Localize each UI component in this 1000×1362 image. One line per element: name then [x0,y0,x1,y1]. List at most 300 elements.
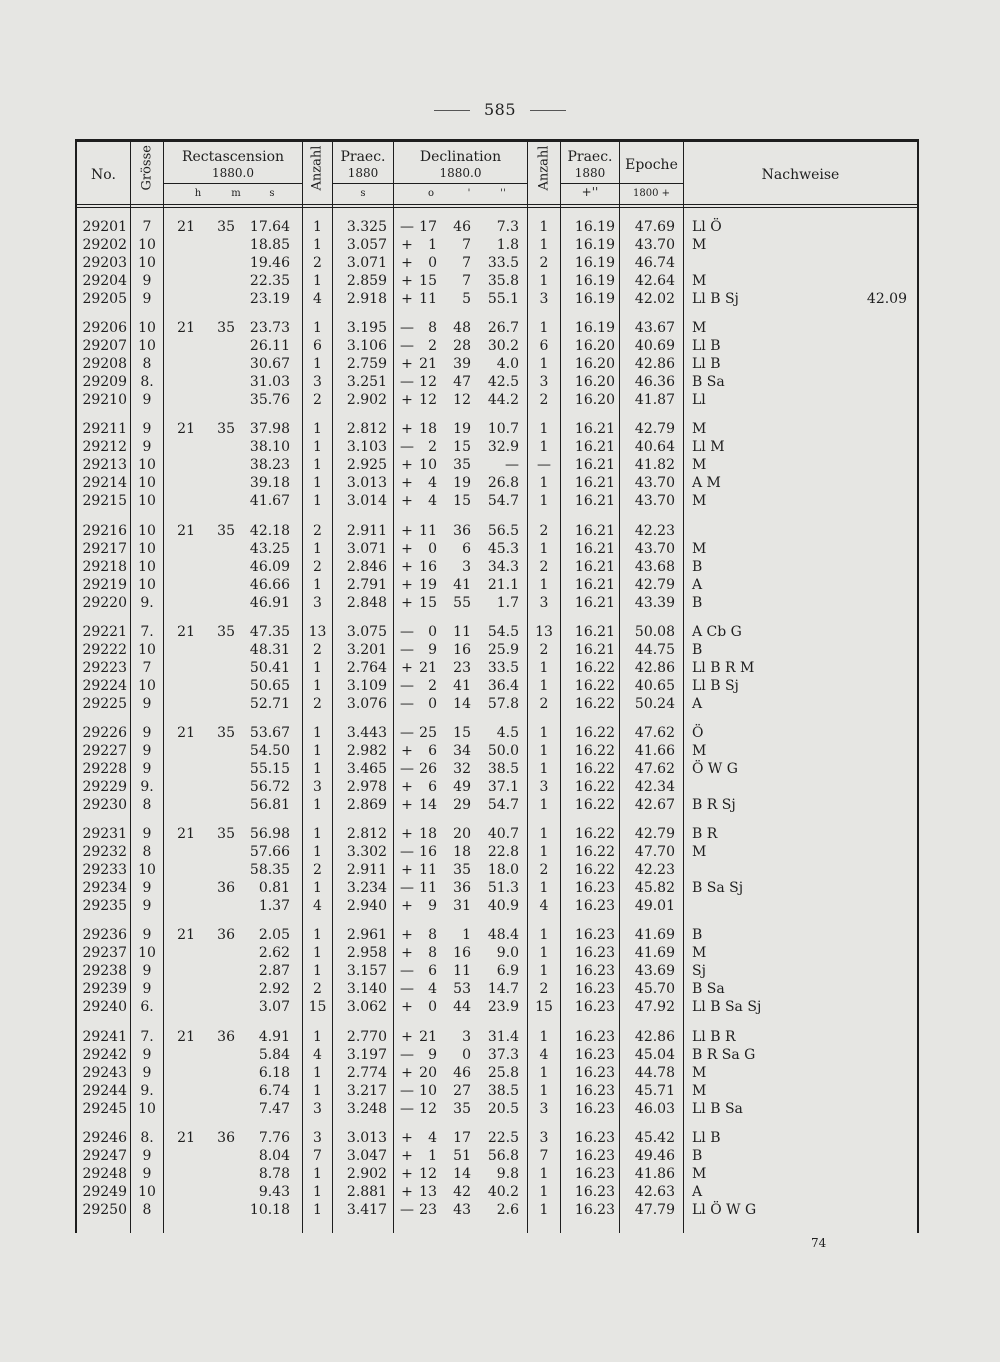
cell-ra-count: 1 [313,963,322,980]
cell-decl-minutes: 28 [453,338,471,355]
cell-decl-sign: + [401,779,413,795]
cell-decl-seconds: 2.6 [496,1201,519,1218]
cell-ra-count: 3 [313,779,322,795]
cell-epoch: 42.64 [634,273,675,289]
cell-ra-seconds: 6.74 [258,1082,290,1099]
cell-ra-seconds: 46.66 [249,576,290,593]
cell-ra-precession: 2.791 [346,576,387,593]
cell-ra-count: 4 [313,291,322,307]
cell-decl-minutes: 16 [453,945,471,962]
cell-epoch: 42.86 [634,356,675,373]
cell-decl-sign: + [401,945,413,962]
ra-subheader-rule [164,183,302,184]
cell-epoch: 42.23 [634,862,675,879]
cell-decl-minutes: 46 [453,219,471,235]
cell-star-number: 29216 [82,522,127,539]
cell-decl-count: 13 [535,623,553,640]
page-number-left-dash [434,110,470,111]
cell-ra-precession: 2.759 [346,356,387,373]
cell-star-number: 29219 [82,576,127,593]
header-groesse: Grösse [139,145,155,191]
cell-note: 42.09 [866,291,907,307]
cell-ra-seconds: 2.87 [258,963,290,980]
cell-decl-minutes: 12 [453,392,471,409]
cell-ra-precession: 2.978 [346,779,387,795]
cell-decl-count: 1 [539,797,549,813]
cell-ra-precession: 3.234 [346,880,387,897]
cell-ra-precession: 3.075 [346,623,387,640]
cell-magnitude: 9 [142,761,152,777]
cell-decl-degrees: 20 [419,1064,437,1081]
cell-star-number: 29205 [82,291,127,307]
cell-decl-precession: 16.21 [574,540,615,557]
cell-epoch: 47.92 [634,999,675,1016]
cell-ra-count: 4 [313,898,322,915]
cell-decl-degrees: 4 [428,1129,437,1146]
cell-ra-seconds: 35.76 [249,392,290,409]
cell-epoch: 41.69 [634,945,675,962]
cell-ra-count: 7 [313,1147,322,1164]
cell-decl-minutes: 34 [453,743,471,759]
cell-decl-seconds: 25.9 [487,641,519,658]
cell-references: M [692,844,707,861]
cell-epoch: 46.03 [634,1100,675,1117]
cell-decl-count: 1 [539,844,549,861]
cell-ra-count: 1 [313,1082,322,1099]
cell-ra-precession: 3.217 [346,1082,387,1099]
cell-decl-count: 4 [539,898,549,915]
cell-decl-minutes: 19 [453,421,471,438]
cell-decl-count: 1 [539,237,549,253]
cell-decl-sign: — [400,981,414,998]
header-praec-decl-title: Praec. [567,149,613,165]
cell-decl-count: 2 [539,641,549,658]
cell-decl-count: 1 [539,880,549,897]
cell-decl-precession: 16.22 [574,826,615,843]
cell-ra-count: 1 [313,219,322,235]
cell-epoch: 47.70 [634,844,675,861]
cell-decl-count: 1 [539,963,549,980]
cell-ra-count: 1 [313,927,322,944]
cell-epoch: 42.02 [634,291,675,307]
cell-decl-minutes: 7 [462,237,471,253]
cell-star-number: 29217 [82,540,127,557]
cell-ra-precession: 2.812 [346,421,387,438]
cell-ra-count: 1 [313,320,322,337]
cell-decl-sign: + [401,475,413,492]
cell-ra-count: 1 [313,1183,322,1200]
cell-star-number: 29203 [82,255,127,271]
cell-ra-count: 3 [313,1100,322,1117]
cell-decl-degrees: 6 [428,743,437,759]
cell-magnitude: 9. [140,1082,154,1099]
header-praec-ra-unit: s [360,188,366,199]
cell-decl-precession: 16.22 [574,862,615,879]
cell-star-number: 29214 [82,475,127,492]
pra-subheader-rule [333,183,393,184]
cell-decl-precession: 16.19 [574,237,615,253]
cell-decl-minutes: 43 [453,1201,471,1218]
cell-epoch: 41.69 [634,927,675,944]
cell-epoch: 47.79 [634,1201,675,1218]
cell-decl-degrees: 23 [419,1201,437,1218]
cell-ra-seconds: 8.04 [258,1147,290,1164]
cell-magnitude: 9 [142,695,152,712]
cell-ra-count: 1 [313,421,322,438]
header-decl-title: Declination [419,149,502,165]
cell-star-number: 29228 [82,761,127,777]
cell-references: Ll B Sa Sj [692,999,762,1016]
cell-decl-seconds: 54.5 [487,623,519,640]
cell-ra-count: 1 [313,1028,322,1045]
cell-decl-count: 1 [539,493,549,510]
cell-magnitude: 7. [140,1028,154,1045]
cell-ra-precession: 2.770 [346,1028,387,1045]
cell-magnitude: 8 [142,797,152,813]
cell-decl-sign: — [400,677,414,694]
cell-star-number: 29202 [82,237,127,253]
cell-decl-precession: 16.20 [574,356,615,373]
cell-decl-count: 3 [539,1100,549,1117]
cell-magnitude: 8. [140,374,154,391]
cell-star-number: 29246 [82,1129,127,1146]
cell-ra-count: 2 [313,695,322,712]
header-decl-deg: o [427,188,435,199]
cell-decl-count: 3 [539,374,549,391]
cell-references: M [692,237,707,253]
cell-decl-minutes: 11 [453,623,471,640]
cell-decl-minutes: 15 [453,493,471,510]
cell-magnitude: 9 [142,725,152,741]
cell-decl-seconds: 4.0 [496,356,519,373]
cell-star-number: 29227 [82,743,127,759]
cell-magnitude: 8 [142,844,152,861]
cell-ra-precession: 3.076 [346,695,387,712]
cell-decl-precession: 16.21 [574,558,615,575]
cell-decl-degrees: 10 [419,1082,437,1099]
cell-decl-minutes: 44 [453,999,471,1016]
cell-ra-seconds: 39.18 [249,475,290,492]
cell-references: Ll B [692,1129,721,1146]
cell-star-number: 29231 [82,826,127,843]
cell-references: Ll B Sj [692,291,739,307]
cell-ra-precession: 3.417 [346,1201,387,1218]
cell-ra-hours: 21 [177,623,195,640]
cell-ra-seconds: 55.15 [249,761,290,777]
cell-ra-count: 3 [313,374,322,391]
cell-epoch: 43.67 [634,320,675,337]
cell-decl-degrees: 16 [419,558,437,575]
cell-decl-minutes: 47 [453,374,471,391]
cell-decl-sign: — [400,1046,414,1063]
cell-magnitude: 10 [138,457,156,474]
cell-decl-precession: 16.23 [574,1028,615,1045]
cell-references: M [692,945,707,962]
cell-references: Ö W G [692,761,738,777]
cell-ra-seconds: 42.18 [249,522,290,539]
cell-decl-sign: + [401,392,413,409]
cell-star-number: 29225 [82,695,127,712]
cell-magnitude: 8 [142,1201,152,1218]
cell-ra-count: 1 [313,677,322,694]
cell-decl-sign: + [401,1064,413,1081]
cell-ra-count: 1 [313,761,322,777]
cell-decl-precession: 16.20 [574,338,615,355]
cell-ra-count: 1 [313,493,322,510]
cell-magnitude: 10 [138,576,156,593]
header-anzahl: Anzahl [309,145,325,191]
cell-ra-seconds: 23.73 [249,320,290,337]
cell-decl-seconds: 23.9 [487,999,519,1016]
cell-epoch: 47.62 [634,725,675,741]
cell-decl-sign: + [401,1129,413,1146]
cell-decl-precession: 16.23 [574,1082,615,1099]
cell-magnitude: 6. [140,999,154,1016]
cell-decl-count: 3 [539,1129,549,1146]
cell-decl-count: 2 [539,981,549,998]
cell-decl-sign: + [401,1147,413,1164]
cell-decl-precession: 16.19 [574,255,615,271]
cell-decl-count: 1 [539,439,549,456]
cell-decl-seconds: 21.1 [487,576,519,593]
cell-ra-count: 1 [313,1165,322,1182]
header-praec-decl-year: 1880 [574,166,606,180]
cell-decl-count: 1 [539,320,549,337]
cell-ra-seconds: 2.62 [258,945,290,962]
cell-decl-degrees: 8 [428,320,437,337]
cell-magnitude: 9 [142,963,152,980]
cell-decl-count: 1 [539,1082,549,1099]
cell-decl-precession: 16.23 [574,1165,615,1182]
cell-epoch: 45.82 [634,880,675,897]
cell-star-number: 29230 [82,797,127,813]
cell-references: A [692,1183,703,1200]
cell-decl-minutes: 35 [453,1100,471,1117]
cell-ra-seconds: 10.18 [249,1201,290,1218]
cell-star-number: 29211 [82,421,127,438]
cell-star-number: 29204 [82,273,127,289]
cell-decl-precession: 16.23 [574,927,615,944]
cell-decl-degrees: 16 [419,844,437,861]
cell-decl-degrees: 0 [428,695,437,712]
cell-star-number: 29238 [82,963,127,980]
cell-ra-seconds: 23.19 [249,291,290,307]
cell-ra-count: 2 [313,255,322,271]
cell-references: M [692,1064,707,1081]
cell-ra-seconds: 41.67 [249,493,290,510]
cell-ra-seconds: 26.11 [249,338,290,355]
cell-ra-precession: 2.881 [346,1183,387,1200]
cell-references: B R Sj [692,797,736,813]
cell-decl-minutes: 35 [453,457,471,474]
cell-decl-sign: + [401,659,413,676]
cell-ra-count: 3 [313,594,322,611]
cell-magnitude: 10 [138,1100,156,1117]
cell-decl-degrees: 25 [419,725,437,741]
cell-ra-minutes: 35 [217,320,235,337]
cell-decl-minutes: 39 [453,356,471,373]
cell-decl-sign: — [400,623,414,640]
cell-decl-degrees: 15 [419,273,437,289]
cell-decl-degrees: 9 [428,641,437,658]
cell-decl-precession: 16.22 [574,743,615,759]
cell-ra-precession: 2.925 [346,457,387,474]
header-ra-title: Rectascension [181,149,285,165]
cell-decl-count: 2 [539,862,549,879]
cell-decl-degrees: 21 [419,356,437,373]
cell-references: M [692,457,707,474]
cell-decl-minutes: 7 [462,255,471,271]
cell-ra-precession: 3.057 [346,237,387,253]
cell-ra-precession: 3.251 [346,374,387,391]
cell-decl-precession: 16.22 [574,779,615,795]
cell-decl-count: 1 [539,475,549,492]
cell-ra-minutes: 35 [217,421,235,438]
cell-decl-degrees: 2 [428,677,437,694]
cell-decl-degrees: 2 [428,439,437,456]
cell-decl-precession: 16.23 [574,1147,615,1164]
cell-decl-seconds: 30.2 [487,338,519,355]
cell-decl-minutes: 51 [453,1147,471,1164]
cell-epoch: 41.66 [634,743,675,759]
cell-ra-precession: 2.848 [346,594,387,611]
cell-decl-precession: 16.23 [574,981,615,998]
cell-decl-minutes: 35 [453,862,471,879]
cell-decl-count: 3 [539,291,549,307]
cell-decl-precession: 16.23 [574,1129,615,1146]
cell-epoch: 42.79 [634,826,675,843]
cell-references: Sj [692,963,706,980]
cell-ra-precession: 2.918 [346,291,387,307]
cell-decl-sign: + [401,558,413,575]
cell-decl-precession: 16.20 [574,392,615,409]
cell-ra-seconds: 8.78 [258,1165,290,1182]
cell-decl-seconds: 40.9 [487,898,519,915]
cell-decl-seconds: 14.7 [487,981,519,998]
cell-ra-seconds: 5.84 [258,1046,290,1063]
cell-epoch: 50.24 [634,695,675,712]
cell-decl-sign: + [401,826,413,843]
cell-decl-count: 2 [539,695,549,712]
cell-ra-precession: 2.846 [346,558,387,575]
cell-decl-sign: + [401,291,413,307]
cell-decl-minutes: 42 [453,1183,471,1200]
cell-decl-precession: 16.21 [574,493,615,510]
cell-ra-seconds: 3.07 [258,999,290,1016]
cell-ra-hours: 21 [177,725,195,741]
cell-epoch: 44.78 [634,1064,675,1081]
cell-ra-seconds: 0.81 [258,880,290,897]
cell-decl-sign: + [401,1165,413,1182]
cell-decl-seconds: 51.3 [487,880,519,897]
cell-epoch: 42.86 [634,1028,675,1045]
cell-decl-count: 1 [539,677,549,694]
cell-star-number: 29207 [82,338,127,355]
cell-magnitude: 9 [142,1165,152,1182]
cell-epoch: 43.68 [634,558,675,575]
cell-decl-degrees: 8 [428,945,437,962]
cell-decl-precession: 16.23 [574,963,615,980]
cell-ra-hours: 21 [177,1028,195,1045]
cell-references: Ll M [692,439,725,456]
cell-star-number: 29250 [82,1201,127,1218]
cell-references: A M [692,475,721,492]
cell-references: Ll [692,392,706,409]
cell-epoch: 44.75 [634,641,675,658]
cell-star-number: 29249 [82,1183,127,1200]
cell-decl-count: 1 [539,659,549,676]
cell-references: B R [692,826,718,843]
header-epoche-unit: 1800 + [632,188,670,199]
cell-decl-seconds: 22.5 [487,1129,519,1146]
cell-epoch: 40.64 [634,439,675,456]
cell-ra-hours: 21 [177,826,195,843]
cell-decl-precession: 16.23 [574,898,615,915]
cell-ra-count: 2 [313,981,322,998]
cell-decl-minutes: 55 [453,594,471,611]
cell-decl-count: 1 [539,761,549,777]
cell-ra-precession: 3.013 [346,1129,387,1146]
cell-ra-minutes: 36 [217,1129,235,1146]
cell-magnitude: 9. [140,779,154,795]
cell-decl-degrees: 17 [419,219,437,235]
cell-epoch: 40.65 [634,677,675,694]
cell-ra-count: 2 [313,862,322,879]
cell-epoch: 45.04 [634,1046,675,1063]
cell-ra-seconds: 2.05 [258,927,290,944]
cell-epoch: 47.69 [634,219,675,235]
cell-star-number: 29237 [82,945,127,962]
cell-decl-precession: 16.19 [574,219,615,235]
cell-decl-minutes: 11 [453,963,471,980]
cell-decl-precession: 16.22 [574,844,615,861]
cell-magnitude: 10 [138,540,156,557]
cell-decl-count: 1 [539,1028,549,1045]
cell-epoch: 42.67 [634,797,675,813]
cell-decl-seconds: 9.0 [496,945,519,962]
cell-magnitude: 10 [138,338,156,355]
cell-decl-sign: + [401,421,413,438]
cell-ra-seconds: 22.35 [249,273,290,289]
cell-decl-seconds: 56.5 [487,522,519,539]
cell-epoch: 43.70 [634,475,675,492]
cell-decl-minutes: 23 [453,659,471,676]
cell-ra-seconds: 50.41 [249,659,290,676]
cell-ra-precession: 2.812 [346,826,387,843]
cell-decl-degrees: 4 [428,981,437,998]
cell-decl-degrees: 11 [419,291,437,307]
cell-ra-precession: 3.106 [346,338,387,355]
cell-decl-minutes: 49 [453,779,471,795]
cell-references: Ll B [692,338,721,355]
cell-decl-count: 4 [539,1046,549,1063]
cell-ra-count: 1 [313,356,322,373]
cell-decl-sign: + [401,743,413,759]
cell-ra-minutes: 35 [217,826,235,843]
cell-decl-precession: 16.21 [574,641,615,658]
cell-decl-precession: 16.23 [574,1201,615,1218]
cell-epoch: 49.01 [634,898,675,915]
cell-decl-sign: — [400,695,414,712]
cell-star-number: 29201 [82,219,127,235]
cell-decl-sign: — [400,641,414,658]
cell-decl-seconds: 6.9 [496,963,519,980]
header-decl-min: ' [467,188,471,199]
cell-decl-degrees: 8 [428,927,437,944]
cell-ra-count: 1 [313,844,322,861]
cell-magnitude: 9 [142,927,152,944]
cell-references: M [692,421,707,438]
